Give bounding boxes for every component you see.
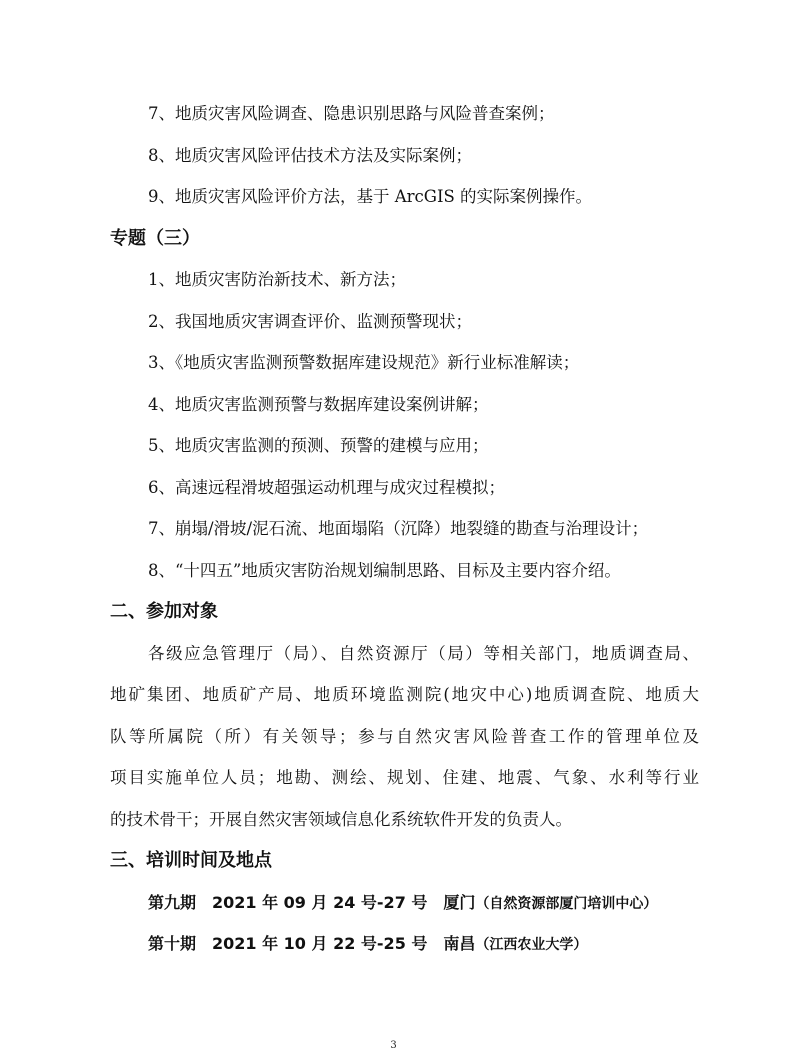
paragraph-line: 队等所属院（所）有关领导；参与自然灾害风险普查工作的管理单位及 — [110, 727, 699, 746]
topic3-item: 5、地质灾害监测的预测、预警的建模与应用； — [148, 436, 489, 455]
topic-item: 8、地质灾害风险评估技术方法及实际案例； — [148, 146, 472, 165]
session-venue-note: （自然资源部厦门培训中心） — [475, 896, 658, 912]
topic-item: 7、地质灾害风险调查、隐患识别思路与风险普查案例； — [148, 104, 555, 123]
session-venue-note: （江西农业大学） — [475, 937, 588, 953]
paragraph-line: 地矿集团、地质矿产局、地质环境监测院(地灾中心)地质调查院、地质大 — [110, 685, 699, 704]
topic3-heading: 专题（三） — [110, 228, 200, 249]
topic3-item: 1、地质灾害防治新技术、新方法； — [148, 270, 406, 289]
page-number: 3 — [390, 1040, 397, 1051]
session-tenth — [148, 933, 587, 956]
section2-heading: 二、参加对象 — [110, 601, 218, 622]
topic3-item: 6、高速远程滑坡超强运动机理与成灾过程模拟； — [148, 478, 505, 497]
paragraph-line: 的技术骨干；开展自然灾害领域信息化系统软件开发的负责人。 — [110, 810, 572, 829]
paragraph-line: 各级应急管理厅（局）、自然资源厅（局）等相关部门，地质调查局、 — [148, 644, 699, 663]
session-main: 第十期 2021 年 10 月 22 号-25 号 南昌 — [148, 934, 476, 953]
section3-heading: 三、培训时间及地点 — [110, 850, 272, 871]
session-ninth — [148, 892, 657, 915]
topic3-item: 3、《地质灾害监测预警数据库建设规范》新行业标准解读； — [148, 353, 580, 372]
session-main: 第九期 2021 年 09 月 24 号-27 号 厦门 — [148, 893, 476, 912]
topic3-item: 8、“十四五”地质灾害防治规划编制思路、目标及主要内容介绍。 — [148, 561, 621, 580]
topic3-item: 2、我国地质灾害调查评价、监测预警现状； — [148, 312, 472, 331]
topic-item: 9、地质灾害风险评价方法，基于 ArcGIS 的实际案例操作。 — [148, 187, 593, 206]
topic3-item: 7、崩塌/滑坡/泥石流、地面塌陷（沉降）地裂缝的勘查与治理设计； — [148, 519, 649, 538]
paragraph-line: 项目实施单位人员；地勘、测绘、规划、住建、地震、气象、水利等行业 — [110, 768, 699, 787]
topic3-item: 4、地质灾害监测预警与数据库建设案例讲解； — [148, 395, 489, 414]
